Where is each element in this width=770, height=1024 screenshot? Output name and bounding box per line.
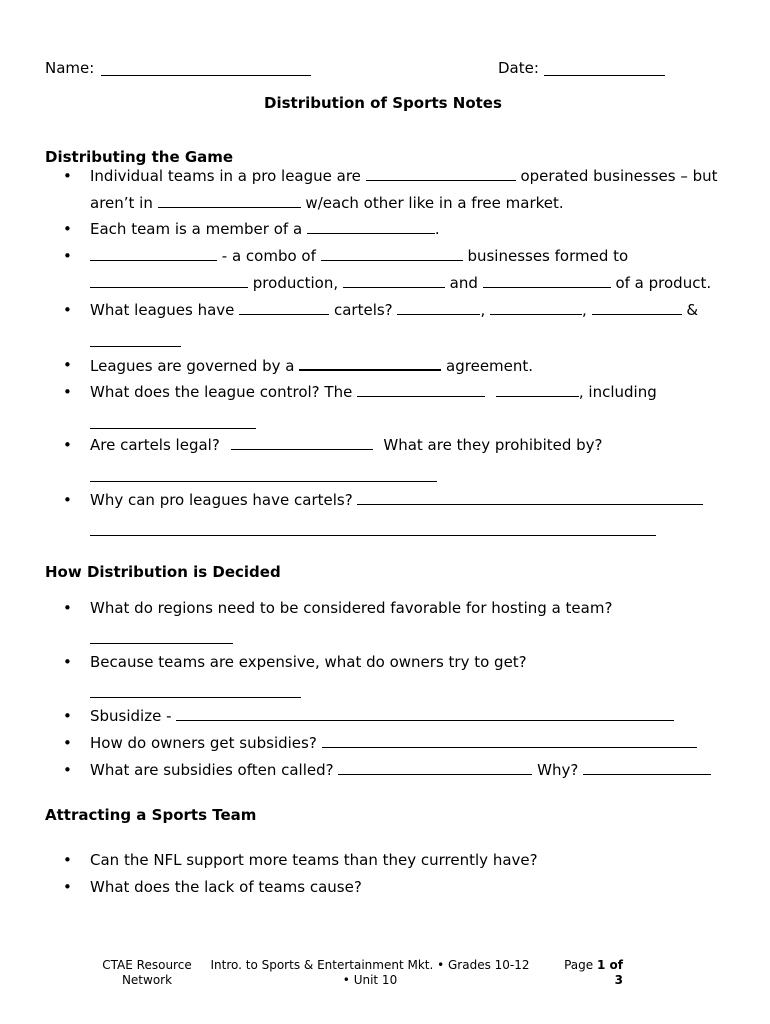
answer-blank[interactable] bbox=[307, 220, 435, 234]
answer-blank[interactable] bbox=[90, 274, 248, 288]
bullet: • bbox=[63, 220, 72, 238]
item-text: Individual teams in a pro league are bbox=[90, 167, 361, 185]
item-text: and bbox=[449, 274, 478, 292]
list-item bbox=[90, 167, 718, 185]
item-text: Can the NFL support more teams than they currently have? bbox=[90, 851, 538, 869]
item-text: & bbox=[686, 301, 699, 319]
date-blank[interactable] bbox=[544, 62, 665, 76]
item-text: w/each other like in a free market. bbox=[305, 194, 564, 212]
bullet: • bbox=[63, 491, 72, 509]
item-text: What does the league control? The bbox=[90, 383, 353, 401]
footer-page-total: 3 bbox=[614, 973, 623, 987]
list-item bbox=[90, 734, 697, 752]
footer-org-line2: Network bbox=[121, 973, 173, 987]
bullet: • bbox=[63, 653, 72, 671]
list-item bbox=[90, 491, 703, 509]
bullet: • bbox=[63, 436, 72, 454]
footer-course bbox=[200, 958, 540, 988]
footer-page bbox=[553, 958, 623, 988]
name-label: Name: bbox=[45, 59, 95, 77]
page-title: Distribution of Sports Notes bbox=[264, 94, 502, 112]
answer-blank[interactable] bbox=[592, 301, 682, 315]
bullet: • bbox=[63, 356, 72, 374]
list-item bbox=[90, 383, 657, 401]
answer-blank[interactable] bbox=[321, 247, 463, 261]
list-item bbox=[90, 761, 711, 779]
list-item-continuation bbox=[90, 194, 564, 212]
answer-blank[interactable] bbox=[90, 684, 301, 698]
item-text: Because teams are expensive, what do owners try to get? bbox=[90, 653, 527, 671]
bullet: • bbox=[63, 167, 72, 185]
item-text: operated businesses – but bbox=[520, 167, 718, 185]
item-text: Are cartels legal? bbox=[90, 436, 220, 454]
answer-blank[interactable] bbox=[176, 707, 674, 721]
name-blank[interactable] bbox=[101, 62, 311, 76]
answer-blank[interactable] bbox=[583, 761, 711, 775]
item-text: , including bbox=[578, 383, 657, 401]
answer-blank[interactable] bbox=[90, 630, 233, 644]
list-item bbox=[90, 851, 538, 869]
item-text: , bbox=[582, 301, 587, 319]
section-heading-how-distribution: How Distribution is Decided bbox=[45, 563, 281, 581]
list-item bbox=[90, 599, 612, 617]
list-item bbox=[90, 878, 362, 896]
answer-blank[interactable] bbox=[343, 274, 445, 288]
answer-blank[interactable] bbox=[90, 522, 656, 536]
item-text: Sbusidize - bbox=[90, 707, 172, 725]
item-text: What leagues have bbox=[90, 301, 235, 319]
answer-blank[interactable] bbox=[357, 491, 703, 505]
answer-blank[interactable] bbox=[90, 333, 181, 347]
section-heading-distributing: Distributing the Game bbox=[45, 148, 234, 166]
footer-page-number: 1 of bbox=[597, 958, 623, 972]
bullet: • bbox=[63, 707, 72, 725]
item-text: What are they prohibited by? bbox=[383, 436, 603, 454]
answer-blank[interactable] bbox=[90, 415, 256, 429]
date-label: Date: bbox=[498, 59, 539, 77]
bullet: • bbox=[63, 599, 72, 617]
list-item bbox=[90, 436, 603, 454]
item-text: , bbox=[480, 301, 486, 319]
item-text: businesses formed to bbox=[467, 247, 629, 265]
item-text: What does the lack of teams cause? bbox=[90, 878, 362, 896]
list-item bbox=[90, 301, 698, 319]
footer-org bbox=[97, 958, 197, 988]
answer-blank[interactable] bbox=[90, 468, 437, 482]
bullet: • bbox=[63, 301, 72, 319]
item-text: What do regions need to be considered favorable for hosting a team? bbox=[90, 599, 613, 617]
item-text: Leagues are governed by a bbox=[90, 357, 295, 375]
answer-blank[interactable] bbox=[158, 194, 301, 208]
item-text: agreement. bbox=[446, 357, 534, 375]
section-heading-attracting: Attracting a Sports Team bbox=[45, 806, 257, 824]
item-text: - a combo of bbox=[221, 247, 316, 265]
item-text: aren’t in bbox=[90, 194, 153, 212]
item-text: of a product. bbox=[615, 274, 712, 292]
answer-blank[interactable] bbox=[299, 356, 441, 371]
item-text: cartels? bbox=[333, 301, 393, 319]
answer-blank[interactable] bbox=[338, 761, 532, 775]
answer-blank[interactable] bbox=[483, 274, 611, 288]
list-item bbox=[90, 220, 440, 238]
bullet: • bbox=[63, 878, 72, 896]
answer-blank[interactable] bbox=[397, 301, 480, 315]
item-text: How do owners get subsidies? bbox=[90, 734, 317, 752]
bullet: • bbox=[63, 734, 72, 752]
bullet: • bbox=[63, 383, 72, 401]
footer-page-prefix: Page bbox=[564, 958, 594, 972]
footer-course-line2: • Unit 10 bbox=[342, 973, 398, 987]
item-text: Why can pro leagues have cartels? bbox=[90, 491, 353, 509]
item-text: production, bbox=[252, 274, 339, 292]
answer-blank[interactable] bbox=[239, 301, 329, 315]
item-text: What are subsidies often called? bbox=[90, 761, 334, 779]
list-item bbox=[90, 653, 527, 671]
footer-course-line1: Intro. to Sports & Entertainment Mkt. • Grades 10-12 bbox=[210, 958, 530, 972]
item-text: . bbox=[434, 220, 440, 238]
bullet: • bbox=[63, 247, 72, 265]
list-item-continuation bbox=[90, 274, 711, 292]
item-text: Why? bbox=[537, 761, 579, 779]
list-item bbox=[90, 356, 533, 375]
bullet: • bbox=[63, 761, 72, 779]
answer-blank[interactable] bbox=[231, 436, 373, 450]
list-item bbox=[90, 707, 674, 725]
answer-blank[interactable] bbox=[490, 301, 582, 315]
answer-blank[interactable] bbox=[322, 734, 697, 748]
footer-org-line1: CTAE Resource bbox=[102, 958, 192, 972]
item-text: Each team is a member of a bbox=[90, 220, 303, 238]
list-item bbox=[90, 247, 628, 265]
answer-blank[interactable] bbox=[496, 383, 579, 397]
answer-blank[interactable] bbox=[90, 247, 217, 261]
answer-blank[interactable] bbox=[357, 383, 485, 397]
answer-blank[interactable] bbox=[366, 167, 516, 181]
bullet: • bbox=[63, 851, 72, 869]
